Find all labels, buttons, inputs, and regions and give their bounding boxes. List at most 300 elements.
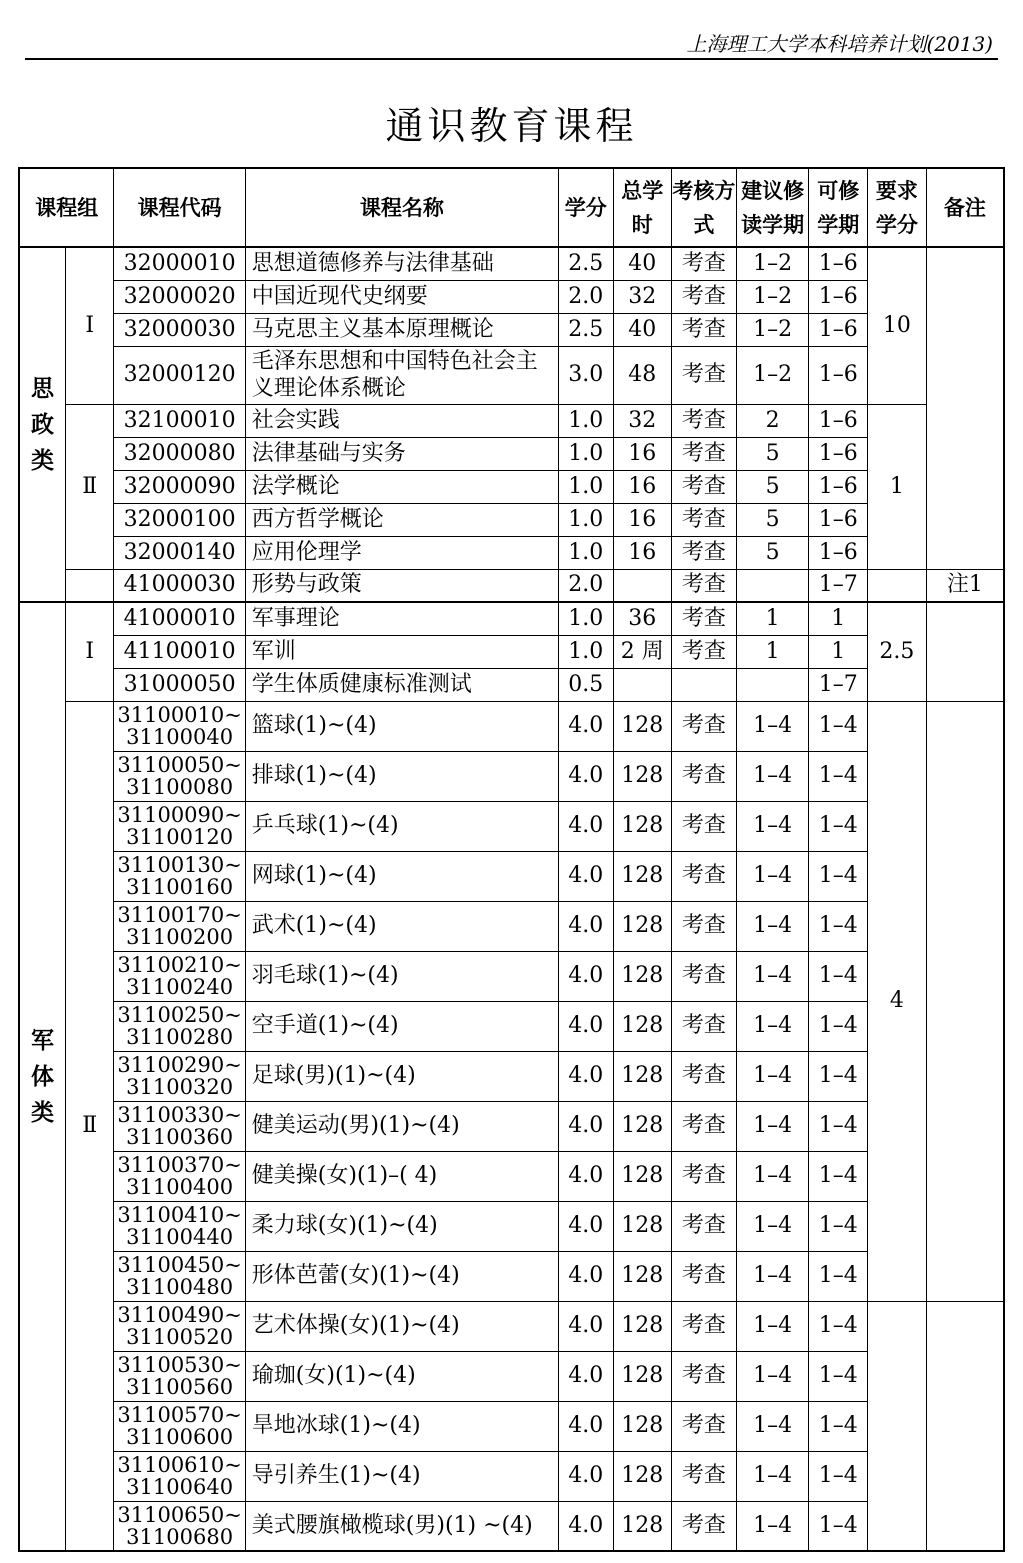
course-name: 旱地冰球(1)~(4) (245, 1401, 558, 1451)
course-code-line: 32000080 (123, 440, 236, 466)
course-code (114, 1201, 245, 1251)
course-code-line: 31100400 (126, 1175, 234, 1199)
term: 1–4 (809, 1001, 868, 1051)
course-code-line: 31100610~ (117, 1453, 242, 1477)
table-row (19, 1451, 1004, 1501)
exam-type: 考查 (672, 1501, 737, 1551)
exam-type: 考查 (672, 470, 737, 503)
table-body (19, 247, 1004, 1551)
credit: 4.0 (558, 701, 613, 751)
course-code (114, 346, 245, 404)
required-credits: 1 (868, 404, 927, 569)
suggest-term: 1–4 (736, 1451, 809, 1501)
subgroup: Ⅰ (65, 247, 113, 404)
term: 1–6 (809, 536, 868, 569)
term: 1–4 (809, 801, 868, 851)
exam-type: 考查 (672, 1351, 737, 1401)
course-name: 中国近现代史纲要 (245, 280, 558, 313)
course-code-line: 31100490~ (117, 1303, 242, 1327)
suggest-term: 1–4 (736, 1501, 809, 1551)
hours: 16 (613, 536, 672, 569)
exam-type: 考查 (672, 247, 737, 280)
table-row (19, 404, 1004, 437)
term: 1–4 (809, 1301, 868, 1351)
course-code (114, 1501, 245, 1551)
term: 1–4 (809, 751, 868, 801)
course-name: 柔力球(女)(1)~(4) (245, 1201, 558, 1251)
credit: 1.0 (558, 635, 613, 668)
required-credits: 4 (868, 701, 927, 1301)
hours: 32 (613, 404, 672, 437)
course-code (114, 569, 245, 602)
table-row (19, 1301, 1004, 1351)
table-row (19, 503, 1004, 536)
suggest-term: 1 (736, 635, 809, 668)
credit: 4.0 (558, 901, 613, 951)
hours: 128 (613, 1501, 672, 1551)
exam-type: 考查 (672, 1101, 737, 1151)
credit: 1.0 (558, 470, 613, 503)
course-code (114, 668, 245, 701)
suggest-term: 1–4 (736, 751, 809, 801)
term: 1–7 (809, 569, 868, 602)
table-row (19, 1201, 1004, 1251)
table-row (19, 1151, 1004, 1201)
term: 1–4 (809, 1051, 868, 1101)
table-row (19, 751, 1004, 801)
course-code-line: 41000030 (123, 572, 236, 598)
suggest-term: 1–4 (736, 1001, 809, 1051)
col-header: 学分 (558, 168, 613, 247)
term: 1–4 (809, 1401, 868, 1451)
term: 1 (809, 635, 868, 668)
term: 1–4 (809, 1101, 868, 1151)
exam-type: 考查 (672, 1301, 737, 1351)
hours: 36 (613, 602, 672, 635)
hours: 16 (613, 503, 672, 536)
exam-type: 考查 (672, 635, 737, 668)
term: 1–6 (809, 247, 868, 280)
table-row (19, 901, 1004, 951)
col-header: 课程组 (19, 168, 114, 247)
subgroup: Ⅰ (65, 602, 113, 701)
exam-type: 考查 (672, 313, 737, 346)
course-code (114, 536, 245, 569)
credit: 4.0 (558, 751, 613, 801)
course-code (114, 247, 245, 280)
term: 1–4 (809, 701, 868, 751)
course-code-line: 32000120 (123, 362, 236, 387)
hours: 2 周 (613, 635, 672, 668)
hours: 40 (613, 247, 672, 280)
hours: 128 (613, 1301, 672, 1351)
table-row (19, 1401, 1004, 1451)
hours: 128 (613, 851, 672, 901)
course-name: 艺术体操(女)(1)~(4) (245, 1301, 558, 1351)
credit: 4.0 (558, 1201, 613, 1251)
suggest-term (736, 668, 809, 701)
course-code (114, 280, 245, 313)
course-code (114, 1101, 245, 1151)
credit: 4.0 (558, 1451, 613, 1501)
course-code-line: 31100370~ (117, 1153, 242, 1177)
suggest-term: 1–4 (736, 1301, 809, 1351)
course-name: 足球(男)(1)~(4) (245, 1051, 558, 1101)
subgroup: Ⅱ (65, 404, 113, 569)
credit: 4.0 (558, 1351, 613, 1401)
table-row (19, 951, 1004, 1001)
course-code-line: 32000140 (123, 539, 236, 565)
course-name: 网球(1)~(4) (245, 851, 558, 901)
hours (613, 569, 672, 602)
credit: 4.0 (558, 801, 613, 851)
term: 1–4 (809, 1501, 868, 1551)
course-code-line: 31100090~ (117, 803, 242, 827)
credit: 1.0 (558, 437, 613, 470)
credit: 1.0 (558, 602, 613, 635)
subgroup-empty (65, 569, 113, 602)
exam-type: 考查 (672, 569, 737, 602)
credit: 4.0 (558, 1101, 613, 1151)
course-code-line: 32000020 (123, 283, 236, 309)
course-name: 社会实践 (245, 404, 558, 437)
course-code-line: 31100410~ (117, 1203, 242, 1227)
exam-type: 考查 (672, 1451, 737, 1501)
course-code-line: 31100330~ (117, 1103, 242, 1127)
suggest-term: 5 (736, 470, 809, 503)
credit: 4.0 (558, 1051, 613, 1101)
course-code-line: 31100280 (126, 1025, 234, 1049)
course-name: 学生体质健康标准测试 (245, 668, 558, 701)
term: 1–4 (809, 951, 868, 1001)
suggest-term: 5 (736, 503, 809, 536)
hours: 128 (613, 1101, 672, 1151)
exam-type: 考查 (672, 701, 737, 751)
hours: 32 (613, 280, 672, 313)
course-code-line: 31100650~ (117, 1502, 242, 1527)
course-code (114, 1251, 245, 1301)
course-name: 武术(1)~(4) (245, 901, 558, 951)
suggest-term (736, 569, 809, 602)
course-code-line: 31100010~ (117, 703, 242, 727)
term: 1–6 (809, 313, 868, 346)
suggest-term: 1–2 (736, 313, 809, 346)
course-code-line: 32000090 (123, 473, 236, 499)
hours (613, 668, 672, 701)
exam-type: 考查 (672, 536, 737, 569)
table-row (19, 1101, 1004, 1151)
hours: 128 (613, 1201, 672, 1251)
course-code-line: 32000100 (123, 506, 236, 532)
course-code (114, 1451, 245, 1501)
course-name: 军事理论 (245, 602, 558, 635)
credit: 2.5 (558, 247, 613, 280)
exam-type: 考查 (672, 602, 737, 635)
course-code (114, 404, 245, 437)
course-name: 思想道德修养与法律基础 (245, 247, 558, 280)
course-name: 西方哲学概论 (245, 503, 558, 536)
col-header: 课程代码 (114, 168, 245, 247)
course-code-line: 31100250~ (117, 1003, 242, 1027)
subgroup: Ⅱ (65, 701, 113, 1551)
suggest-term: 2 (736, 404, 809, 437)
table-row (19, 1251, 1004, 1301)
term: 1–6 (809, 280, 868, 313)
suggest-term: 1 (736, 602, 809, 635)
table-row (19, 801, 1004, 851)
course-code-line: 31100320 (126, 1075, 234, 1099)
course-code (114, 1051, 245, 1101)
suggest-term: 1–4 (736, 1151, 809, 1201)
course-code (114, 751, 245, 801)
table-row (19, 1351, 1004, 1401)
term: 1–4 (809, 1351, 868, 1401)
course-code-line: 31100160 (126, 875, 234, 899)
category-jt: 军体类 (19, 602, 65, 1551)
suggest-term: 1–4 (736, 1101, 809, 1151)
credit: 2.5 (558, 313, 613, 346)
table-row (19, 247, 1004, 280)
credit: 4.0 (558, 851, 613, 901)
term: 1–4 (809, 901, 868, 951)
exam-type: 考查 (672, 1001, 737, 1051)
term: 1–4 (809, 1151, 868, 1201)
suggest-term: 1–4 (736, 1351, 809, 1401)
col-header: 考核方式 (672, 168, 737, 247)
table-row (19, 437, 1004, 470)
hours: 128 (613, 701, 672, 751)
table-row (19, 851, 1004, 901)
course-name: 法学概论 (245, 470, 558, 503)
hours: 16 (613, 437, 672, 470)
suggest-term: 1–4 (736, 951, 809, 1001)
course-code (114, 1301, 245, 1351)
course-code-line: 31100640 (126, 1475, 234, 1499)
credit: 4.0 (558, 1151, 613, 1201)
hours: 128 (613, 951, 672, 1001)
course-code-line: 31100570~ (117, 1403, 242, 1427)
exam-type: 考查 (672, 1401, 737, 1451)
suggest-term: 1–4 (736, 1401, 809, 1451)
required-credits: 2.5 (868, 602, 927, 701)
term: 1–6 (809, 346, 868, 404)
table-row (19, 346, 1004, 404)
course-code (114, 951, 245, 1001)
course-code-line: 31100440 (126, 1225, 234, 1249)
term: 1 (809, 602, 868, 635)
credit: 2.0 (558, 280, 613, 313)
term: 1–7 (809, 668, 868, 701)
term: 1–6 (809, 470, 868, 503)
col-header: 建议修读学期 (736, 168, 809, 247)
course-name: 空手道(1)~(4) (245, 1001, 558, 1051)
table-row (19, 536, 1004, 569)
course-code-line: 31100200 (126, 925, 234, 949)
table-row (19, 470, 1004, 503)
course-code-line: 41100010 (123, 638, 236, 664)
hours: 128 (613, 1451, 672, 1501)
suggest-term: 1–4 (736, 901, 809, 951)
suggest-term: 1–2 (736, 280, 809, 313)
hours: 40 (613, 313, 672, 346)
suggest-term: 5 (736, 437, 809, 470)
hours: 128 (613, 1051, 672, 1101)
course-code (114, 1001, 245, 1051)
term: 1–4 (809, 1451, 868, 1501)
course-code-line: 31100360 (126, 1125, 234, 1149)
course-code-line: 31100600 (126, 1425, 234, 1449)
credit: 1.0 (558, 536, 613, 569)
hours: 128 (613, 901, 672, 951)
note-empty (926, 1301, 1004, 1551)
table-row (19, 313, 1004, 346)
course-name: 健美操(女)(1)–( 4) (245, 1151, 558, 1201)
col-header: 要求学分 (868, 168, 927, 247)
course-code-line: 31100560 (126, 1375, 234, 1399)
note-empty (926, 602, 1004, 701)
hours: 128 (613, 1401, 672, 1451)
credit: 2.0 (558, 569, 613, 602)
course-code-line: 32100010 (123, 407, 236, 433)
table-header-row (19, 168, 1004, 247)
suggest-term: 1–2 (736, 346, 809, 404)
table-row (19, 280, 1004, 313)
exam-type: 考查 (672, 346, 737, 404)
course-code (114, 602, 245, 635)
course-name: 美式腰旗橄榄球(男)(1) ~(4) (245, 1501, 558, 1551)
course-name: 马克思主义基本原理概论 (245, 313, 558, 346)
course-code (114, 801, 245, 851)
exam-type: 考查 (672, 951, 737, 1001)
credit: 0.5 (558, 668, 613, 701)
course-code-line: 31100130~ (117, 853, 242, 877)
exam-type (672, 668, 737, 701)
hours: 128 (613, 751, 672, 801)
course-name: 法律基础与实务 (245, 437, 558, 470)
credit: 4.0 (558, 1401, 613, 1451)
course-code-line: 31100240 (126, 975, 234, 999)
course-code-line: 31100530~ (117, 1353, 242, 1377)
course-name: 毛泽东思想和中国特色社会主义理论体系概论 (245, 346, 558, 404)
hours: 16 (613, 470, 672, 503)
course-name: 形势与政策 (245, 569, 558, 602)
course-code (114, 1151, 245, 1201)
note: 注1 (926, 569, 1004, 602)
course-code (114, 313, 245, 346)
term: 1–4 (809, 1201, 868, 1251)
course-code (114, 635, 245, 668)
exam-type: 考查 (672, 404, 737, 437)
exam-type: 考查 (672, 801, 737, 851)
exam-type: 考查 (672, 503, 737, 536)
required-credits-empty (868, 1301, 927, 1551)
exam-type: 考查 (672, 901, 737, 951)
table-row (19, 635, 1004, 668)
course-code-line: 31100290~ (117, 1053, 242, 1077)
col-header: 可修学期 (809, 168, 868, 247)
term: 1–6 (809, 404, 868, 437)
hours: 128 (613, 1251, 672, 1301)
course-code (114, 851, 245, 901)
course-code-line: 31100050~ (117, 753, 242, 777)
course-code-line: 32000030 (123, 316, 236, 342)
course-code-line: 31100040 (126, 725, 234, 749)
hours: 128 (613, 1151, 672, 1201)
table-row (19, 1051, 1004, 1101)
exam-type: 考查 (672, 1151, 737, 1201)
course-name: 排球(1)~(4) (245, 751, 558, 801)
course-code (114, 503, 245, 536)
exam-type: 考查 (672, 280, 737, 313)
course-code (114, 701, 245, 751)
term: 1–6 (809, 503, 868, 536)
course-code-line: 32000010 (123, 250, 236, 276)
course-name: 应用伦理学 (245, 536, 558, 569)
table-row (19, 1001, 1004, 1051)
course-name: 篮球(1)~(4) (245, 701, 558, 751)
term: 1–6 (809, 437, 868, 470)
suggest-term: 1–4 (736, 701, 809, 751)
table-row (19, 701, 1004, 751)
category-sz: 思政类 (19, 247, 65, 602)
suggest-term: 1–4 (736, 1051, 809, 1101)
course-name: 导引养生(1)~(4) (245, 1451, 558, 1501)
required-credits: 10 (868, 247, 927, 404)
course-code-line: 31100170~ (117, 903, 242, 927)
suggest-term: 5 (736, 536, 809, 569)
course-code-line: 31000050 (123, 671, 236, 697)
required-credits-empty (868, 569, 927, 602)
course-name: 军训 (245, 635, 558, 668)
exam-type: 考查 (672, 1051, 737, 1101)
credit: 4.0 (558, 1301, 613, 1351)
col-header: 备注 (926, 168, 1004, 247)
header-rule (25, 58, 998, 60)
credit: 1.0 (558, 404, 613, 437)
page-title: 通识教育课程 (385, 104, 638, 148)
term: 1–4 (809, 1251, 868, 1301)
table-row (19, 1501, 1004, 1551)
credit: 4.0 (558, 1251, 613, 1301)
course-name: 健美运动(男)(1)~(4) (245, 1101, 558, 1151)
course-code (114, 1401, 245, 1451)
exam-type: 考查 (672, 1251, 737, 1301)
course-code (114, 1351, 245, 1401)
table-row (19, 668, 1004, 701)
course-code-line: 31100520 (126, 1325, 234, 1349)
exam-type: 考查 (672, 751, 737, 801)
course-code-line: 31100120 (126, 825, 234, 849)
suggest-term: 1–4 (736, 851, 809, 901)
hours: 128 (613, 1351, 672, 1401)
note-empty (926, 701, 1004, 1301)
exam-type: 考查 (672, 851, 737, 901)
course-code (114, 470, 245, 503)
col-header: 课程名称 (245, 168, 558, 247)
credit: 4.0 (558, 1501, 613, 1551)
course-name: 乒乓球(1)~(4) (245, 801, 558, 851)
course-code-line: 31100080 (126, 775, 234, 799)
exam-type: 考查 (672, 437, 737, 470)
hours: 128 (613, 801, 672, 851)
hours: 48 (613, 346, 672, 404)
course-code-line: 31100480 (126, 1275, 234, 1299)
table-row (19, 602, 1004, 635)
suggest-term: 1–4 (736, 801, 809, 851)
credit: 3.0 (558, 346, 613, 404)
note-empty (926, 247, 1004, 569)
course-code-line: 31100450~ (117, 1253, 242, 1277)
